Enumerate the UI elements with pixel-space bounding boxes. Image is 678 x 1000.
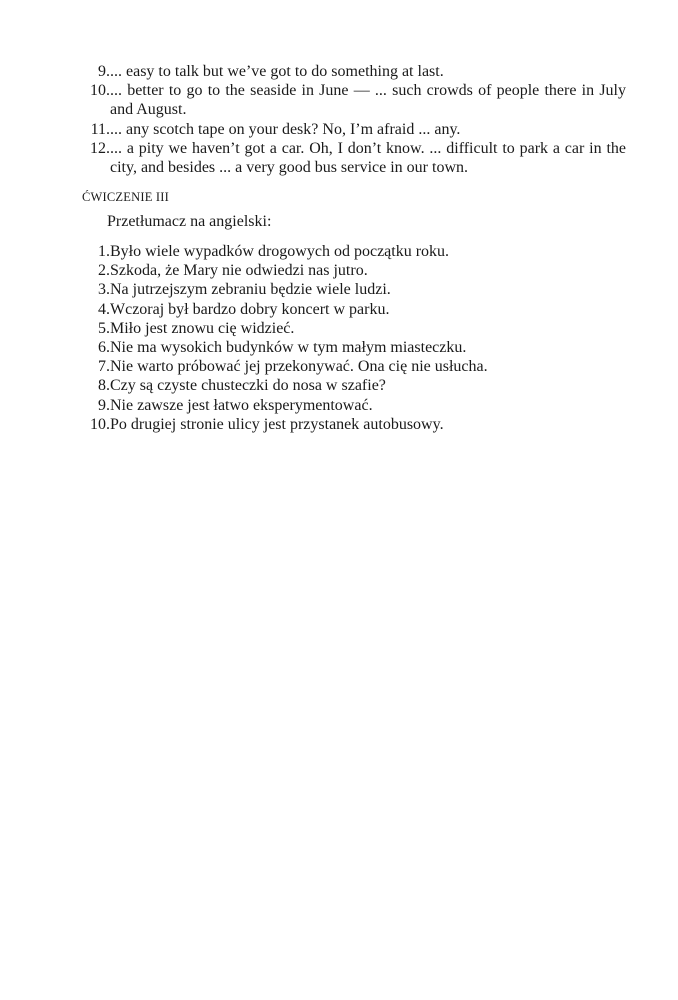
item-text: Wczoraj był bardzo dobry koncert w parku. [110, 300, 390, 318]
exercise-heading: ĆWICZENIE III [82, 190, 169, 204]
item-text: Było wiele wypadków drogowych od początku roku. [110, 243, 450, 260]
item-number: 6. [98, 339, 110, 357]
list-item [82, 376, 626, 395]
list-item [82, 120, 626, 139]
item-number: 7. [98, 358, 110, 376]
list-item [82, 319, 626, 338]
item-number: 10. [90, 82, 110, 100]
exercise-instruction: Przetłumacz na angielski: [107, 213, 272, 230]
exercise-iii-list [82, 242, 626, 434]
item-number: 4. [98, 300, 110, 318]
list-item [82, 300, 626, 319]
item-number: 12. [90, 139, 110, 157]
item-text: ... better to go to the seaside in June — ... such crowds of people there in July and August. [110, 82, 626, 119]
list-item [82, 396, 626, 415]
list-item [82, 81, 626, 119]
item-text: ... a pity we haven’t got a car. Oh, I don’t know. ... difficult to park a car in the city, and besides ... a very good bus service in our town. [110, 139, 626, 177]
item-number: 8. [98, 377, 110, 395]
list-item [82, 338, 626, 357]
list-item [82, 139, 626, 177]
item-text: Po drugiej stronie ulicy jest przystanek autobusowy. [110, 415, 444, 433]
item-text: ... easy to talk but we’ve got to do something at last. [110, 63, 444, 80]
item-text: Nie warto próbować jej przekonywać. Ona cię nie usłucha. [110, 358, 488, 376]
item-text: Szkoda, że Mary nie odwiedzi nas jutro. [110, 262, 368, 280]
item-number: 5. [98, 319, 110, 337]
item-number: 9. [98, 396, 110, 414]
item-text: Na jutrzejszym zebraniu będzie wiele ludzi. [110, 281, 391, 299]
list-item [82, 280, 626, 299]
item-text: Nie zawsze jest łatwo eksperymentować. [110, 396, 373, 414]
list-item [82, 62, 626, 81]
item-text: Miło jest znowu cię widzieć. [110, 319, 295, 337]
list-item [82, 242, 626, 261]
list-item [82, 357, 626, 376]
item-number: 1. [98, 243, 110, 260]
item-number: 11. [90, 120, 110, 138]
list-item [82, 415, 626, 434]
item-text: Czy są czyste chusteczki do nosa w szafie? [110, 377, 386, 395]
item-text: Nie ma wysokich budynków w tym małym miasteczku. [110, 339, 467, 357]
list-item [82, 261, 626, 280]
item-text: ... any scotch tape on your desk? No, I’m afraid ... any. [110, 120, 461, 138]
item-number: 2. [98, 262, 110, 280]
item-number: 10. [90, 415, 110, 433]
item-number: 3. [98, 281, 110, 299]
item-number: 9. [98, 63, 110, 80]
exercise-ii-list [82, 62, 626, 177]
